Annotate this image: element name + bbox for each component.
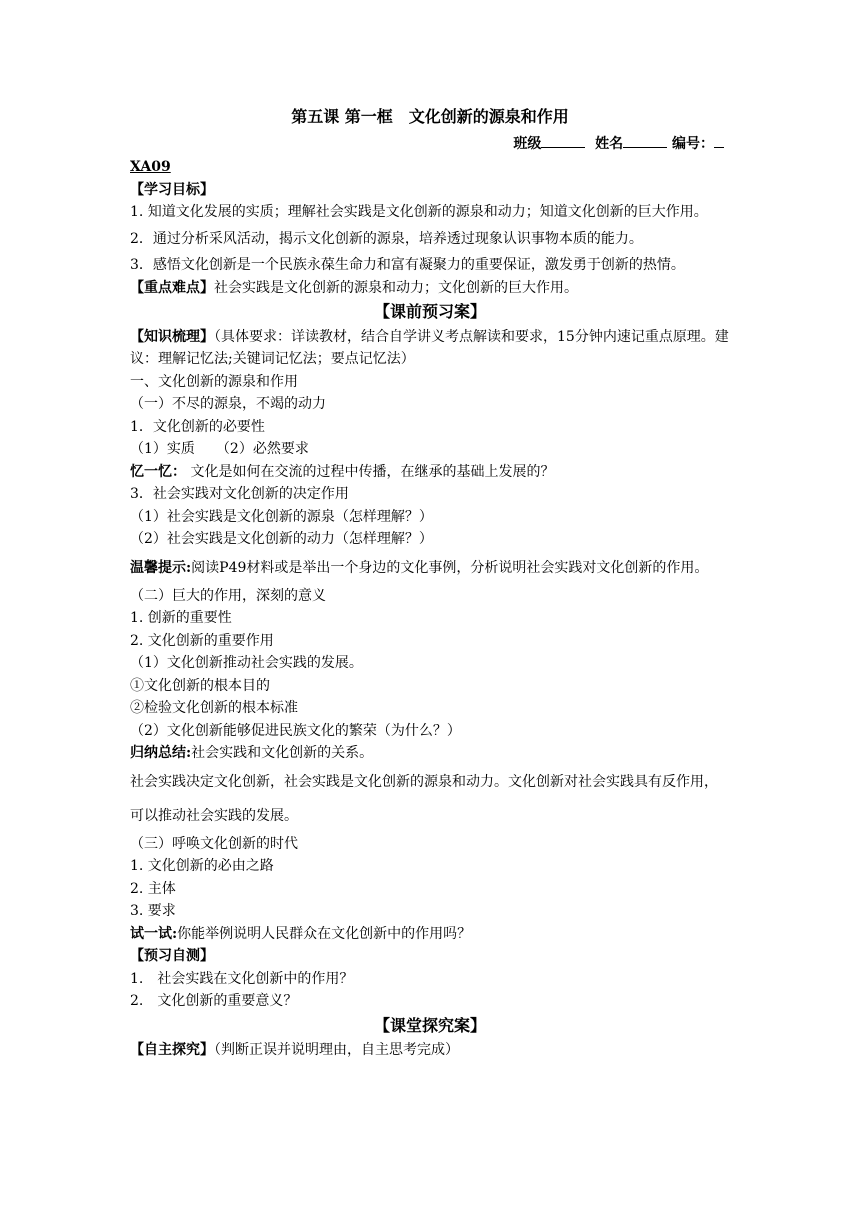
explore-line: [130, 1039, 730, 1062]
outline-line: 3．社会实践对文化创新的决定作用: [130, 486, 349, 502]
key-points-label: 【重点难点】: [130, 279, 214, 296]
number-label: 编号：: [672, 136, 714, 152]
outline-line: ①文化创新的根本目的: [130, 677, 270, 694]
doc-code: XA09: [130, 159, 171, 175]
key-points: [130, 277, 730, 300]
goal-item: 3．感悟文化创新是一个民族永葆生命力和富有凝聚力的重要保证，激发勇于创新的热情。: [130, 257, 685, 273]
name-blank: [623, 135, 667, 148]
summary-text: 社会实践和文化创新的关系。: [191, 745, 374, 761]
knowledge-text: （具体要求：详读教材，结合自学讲义考点解读和要求，15分钟内速记重点原理。建议：理解记忆法;关键词记忆法；要点记忆法）: [130, 328, 729, 367]
outline-line: （1）实质 （2）必然要求: [130, 441, 309, 457]
outline-line: （2）文化创新能够促进民族文化的繁荣（为什么？）: [130, 722, 461, 739]
outline-line: 3. 要求: [130, 903, 176, 919]
class-label: 班级: [513, 136, 542, 152]
name-label: 姓名: [595, 136, 624, 152]
outline-line: 1. 创新的重要性: [130, 610, 232, 626]
student-info: [513, 133, 724, 153]
tip-text: 阅读P49材料或是举出一个身边的文化事例，分析说明社会实践对文化创新的作用。: [191, 559, 709, 576]
page-title: 第五课 第一框 文化创新的源泉和作用: [291, 107, 569, 126]
try-label: 试一试:: [130, 925, 178, 942]
tip-section: [130, 551, 730, 585]
key-points-text: 社会实践是文化创新的源泉和动力；文化创新的巨大作用。: [214, 279, 578, 296]
preview-heading: 【课前预习案】: [373, 302, 486, 321]
summary-label: 归纳总结:: [130, 745, 192, 761]
outline-line: （2）社会实践是文化创新的动力（怎样理解？）: [130, 531, 433, 547]
class-blank: [541, 135, 585, 148]
outline-line: 一、文化创新的源泉和作用: [130, 373, 298, 390]
document-body: [130, 156, 730, 1062]
goal-item: 2．通过分析采风活动，揭示文化创新的源泉，培养透过现象认识事物本质的能力。: [130, 230, 643, 247]
recall-line: [130, 461, 730, 484]
outline-line: 2. 文化创新的重要作用: [130, 632, 274, 649]
selftest-heading: 【预习自测】: [130, 948, 214, 964]
knowledge-section: [130, 326, 730, 371]
try-text: 你能举例说明人民群众在文化创新中的作用吗？: [177, 925, 472, 942]
goal-item: 1. 知道文化发展的实质；理解社会实践是文化创新的源泉和动力；知道文化创新的巨大作用。: [130, 204, 708, 220]
try-line: [130, 923, 730, 946]
outline-line: （一）不尽的源泉，不竭的动力: [130, 396, 326, 412]
recall-text: 文化是如何在交流的过程中传播，在继承的基础上发展的？: [186, 463, 555, 480]
explore-text: （判断正误并说明理由，自主思考完成）: [214, 1042, 459, 1058]
classroom-heading: 【课堂探究案】: [373, 1015, 486, 1035]
outline-line: （三）呼唤文化创新的时代: [130, 835, 298, 852]
summary-body: 社会实践决定文化创新，社会实践是文化创新的源泉和动力。文化创新对社会实践具有反作用，可以推动社会实践的发展。: [130, 773, 718, 824]
recall-label: 忆一忆：: [130, 463, 186, 480]
outline-line: 1. 文化创新的必由之路: [130, 858, 274, 874]
outline-line: ②检验文化创新的根本标准: [130, 700, 298, 716]
selftest-question: 1. 社会实践在文化创新中的作用？: [130, 970, 354, 987]
goals-heading: 【学习目标】: [130, 181, 214, 198]
outline-line: （1）社会实践是文化创新的源泉（怎样理解？）: [130, 508, 433, 525]
number-blank: [714, 135, 724, 148]
knowledge-label: 【知识梳理】: [130, 328, 214, 345]
summary-line: [130, 742, 730, 765]
explore-label: 【自主探究】: [130, 1042, 214, 1058]
selftest-question: 2. 文化创新的重要意义？: [130, 993, 298, 1009]
tip-label: 温馨提示:: [130, 559, 192, 576]
outline-line: 1．文化创新的必要性: [130, 418, 265, 435]
outline-line: （二）巨大的作用，深刻的意义: [130, 587, 326, 604]
outline-line: （1）文化创新推动社会实践的发展。: [130, 655, 363, 671]
outline-line: 2. 主体: [130, 880, 176, 897]
